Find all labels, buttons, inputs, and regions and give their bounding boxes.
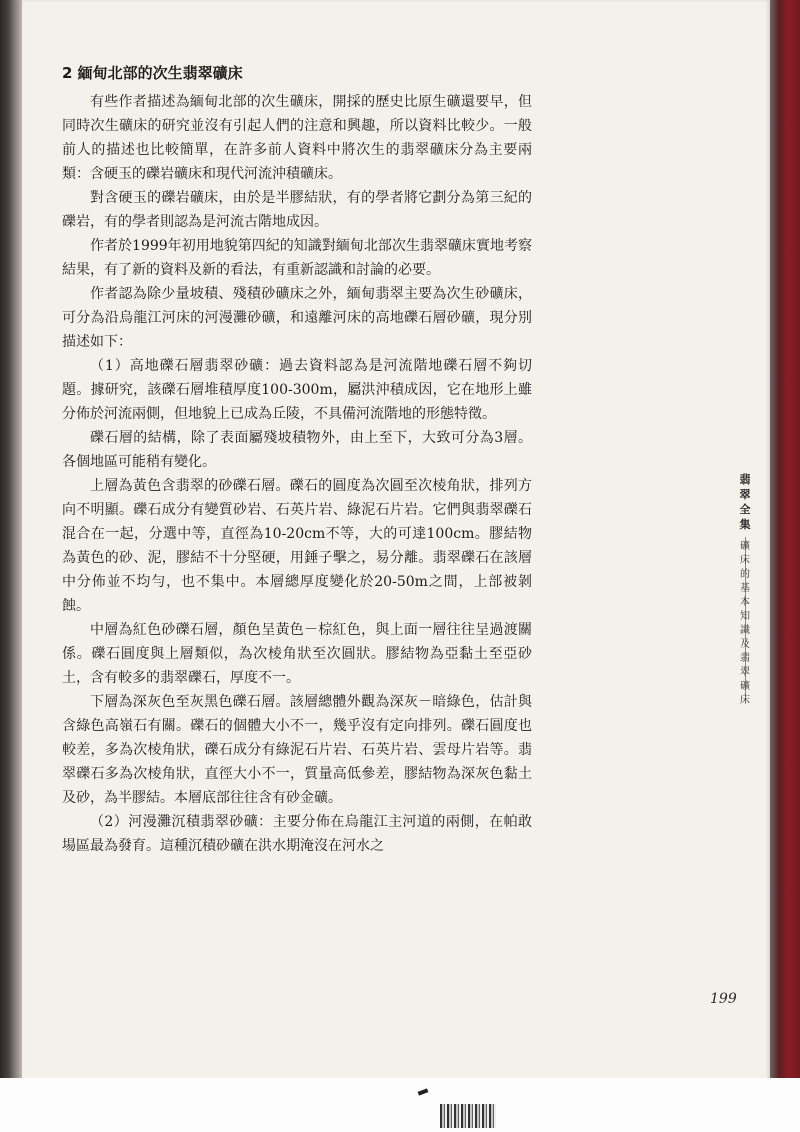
paragraph: 有些作者描述為緬甸北部的次生礦床，開採的歷史比原生礦還要早，但同時次生礦床的研究並沒有引起人們的注意和興趣，所以資料比較少。一般前人的描述也比較簡單，在許多前人資料中將次生的翡翠礦床分為主要兩類：含硬玉的礫岩礦床和現代河流沖積礦床。 xyxy=(62,94,532,182)
section-heading: 2 緬甸北部的次生翡翠礦床 xyxy=(62,64,243,82)
running-head-book-title: 翡翠全集 xyxy=(739,473,751,531)
paragraph: 作者於1999年初用地貌第四紀的知識對緬甸北部次生翡翠礦床實地考察結果，有了新的資料及新的看法，有重新認識和討論的必要。 xyxy=(62,238,532,278)
paragraph: 對含硬玉的礫岩礦床，由於是半膠結狀，有的學者將它劃分為第三紀的礫岩，有的學者則認為是河流古階地成因。 xyxy=(62,190,532,230)
paragraph: 作者認為除少量坡積、殘積砂礦床之外，緬甸翡翠主要為次生砂礦床，可分為沿烏龍江河床的河漫灘砂礦，和遠離河床的高地礫石層砂礦，現分別描述如下： xyxy=(62,286,532,350)
scan-bottom-margin xyxy=(0,1078,800,1132)
book-gutter-shadow xyxy=(0,0,24,1092)
page-number: 199 xyxy=(710,991,737,1007)
scan-artifact xyxy=(440,1104,496,1128)
book-cover-edge xyxy=(770,0,800,1078)
page-body xyxy=(62,62,532,858)
running-head-chapter-title: 礦床的基本知識及翡翠礦床 xyxy=(740,541,750,706)
paragraph: 礫石層的結構，除了表面屬殘坡積物外，由上至下，大致可分為3層。各個地區可能稍有變化。 xyxy=(62,430,532,470)
paragraph: （1）高地礫石層翡翠砂礦：過去資料認為是河流階地礫石層不夠切題。據研究，該礫石層堆積厚度100-300m，屬洪沖積成因，它在地形上雖分佈於河流兩側，但地貌上已成為丘陵，不具備河流階地的形態特徵。 xyxy=(62,358,532,422)
paragraph: （2）河漫灘沉積翡翠砂礦：主要分佈在烏龍江主河道的兩側，在帕敢場區最為發育。這種沉積砂礦在洪水期淹沒在河水之 xyxy=(62,814,532,854)
paragraph: 下層為深灰色至灰黑色礫石層。該層總體外觀為深灰－暗綠色，估計與含綠色高嶺石有關。礫石的個體大小不一，幾乎沒有定向排列。礫石圓度也較差，多為次棱角狀，礫石成分有綠泥石片岩、石英片岩、雲母片岩等。翡翠礫石多為次棱角狀，直徑大小不一，質量高低參差，膠結物為深灰色黏土及砂，為半膠結。本層底部往往含有砂金礦。 xyxy=(62,694,532,806)
paragraph: 中層為紅色砂礫石層，顏色呈黃色－棕紅色，與上面一層往往呈過渡關係。礫石圓度與上層類似，為次棱角狀至次圓狀。膠結物為亞黏土至亞砂土，含有較多的翡翠礫石，厚度不一。 xyxy=(62,622,532,686)
paragraph: 上層為黃色含翡翠的砂礫石層。礫石的圓度為次圓至次棱角狀，排列方向不明顯。礫石成分有變質砂岩、石英片岩、綠泥石片岩。它們與翡翠礫石混合在一起，分選中等，直徑為10-20cm不等，大的可達100cm。膠結物為黃色的砂、泥，膠結不十分堅硬，用錘子擊之，易分離。翡翠礫石在該層中分佈並不均勻，也不集中。本層總厚度變化於20-50m之間，上部被剝蝕。 xyxy=(62,478,532,614)
